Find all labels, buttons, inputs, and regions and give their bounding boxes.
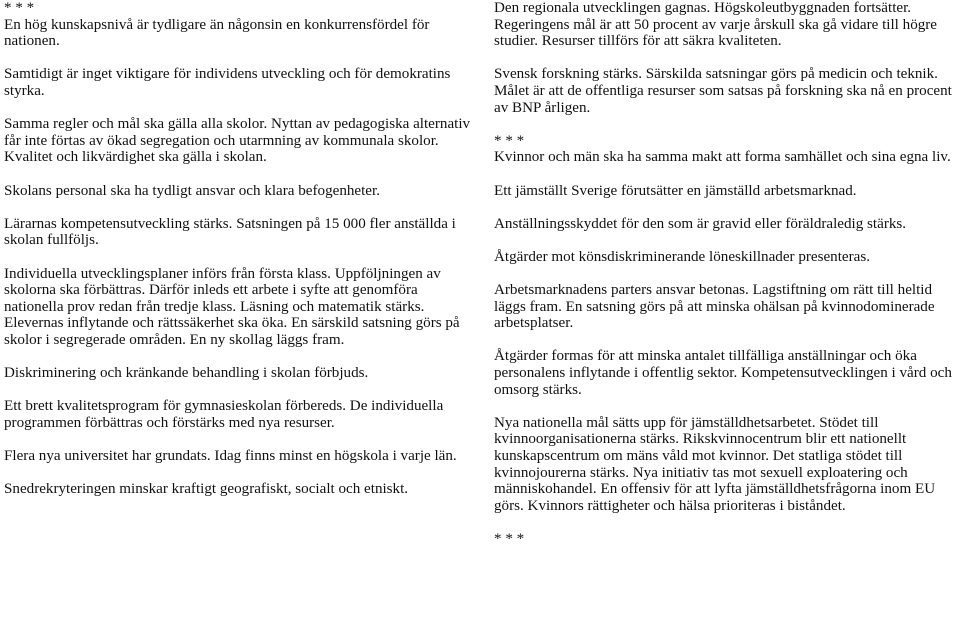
paragraph: * * * Kvinnor och män ska ha samma makt att forma samhället och sina egna liv. [494, 132, 951, 166]
paragraph: Samtidigt är inget viktigare för individens utveckling och för demokratins styrka. [4, 66, 451, 99]
paragraph: Svensk forskning stärks. Särskilda satsningar görs på medicin och teknik. Målet är att de offentliga resurser som satsas på forskning ska nå en procent av BNP årligen. [494, 66, 952, 116]
paragraph: Den regionala utvecklingen gagnas. Högskoleutbyggnaden fortsätter. Regeringens mål är att 50 procent av varje årskull ska gå vidare till högre studier. Resurser tillförs för att säkra kvaliteten. [494, 0, 938, 50]
right-column [494, 0, 956, 548]
paragraph: Flera nya universitet har grundats. Idag finns minst en högskola i varje län. [4, 448, 457, 465]
paragraph: Åtgärder formas för att minska antalet tillfälliga anställningar och öka personalens inflytande i offentlig sektor. Kompetensutvecklingen i vård och omsorg stärks. [494, 348, 952, 398]
paragraph: Anställningsskyddet för den som är gravid eller föräldraledig stärks. [494, 215, 907, 232]
paragraph: Individuella utvecklingsplaner införs från första klass. Uppföljningen av skolorna ska förbättras. Därför inleds ett arbete i syfte att genomföra nationella prov redan från tredje klass. Läsning och matematik stärks. Elevernas inflytande och rättssäkerhet ska öka. En särskild satsning görs på skolor i segregerade områden. En ny skollag läggs fram. [4, 265, 460, 348]
paragraph: Nya nationella mål sätts upp för jämställdhetsarbetet. Stödet till kvinnoorganisationerna stärks. Rikskvinnocentrum blir ett nationellt kunskapscentrum om mäns våld mot kvinnor. Det statliga stödet till kvinnojourerna stärks. Nya initiativ tas mot sexuell exploatering och människohandel. En offensiv för att lyfta jämställdhetsfrågorna inom EU görs. Kvinnors rättigheter och hälsa prioriteras i biståndet. [494, 414, 936, 514]
paragraph: * * * En hög kunskapsnivå är tydligare än någonsin en konkurrensfördel för nationen. [4, 0, 430, 50]
paragraph: Ett jämställt Sverige förutsätter en jämställd arbetsmarknad. [494, 182, 857, 199]
paragraph: Snedrekryteringen minskar kraftigt geografiskt, socialt och etniskt. [4, 481, 409, 498]
paragraph: Samma regler och mål ska gälla alla skolor. Nyttan av pedagogiska alternativ får inte förtas av ökad segregation och utarmning av kommunala skolor. Kvalitet och likvärdighet ska gälla i skolan. [4, 116, 471, 166]
paragraph: Ett brett kvalitetsprogram för gymnasieskolan förbereds. De individuella programmen förbättras och förstärks med nya resurser. [4, 398, 444, 431]
paragraph: Arbetsmarknadens parters ansvar betonas. Lagstiftning om rätt till heltid läggs fram. En satsning görs på att minska ohälsan på kvinnodominerade arbetsplatser. [494, 282, 935, 332]
paragraph: * * * [494, 531, 525, 547]
left-column [4, 0, 474, 498]
paragraph: Diskriminering och kränkande behandling i skolan förbjuds. [4, 365, 369, 382]
paragraph: Åtgärder mot könsdiskriminerande löneskillnader presenteras. [494, 248, 870, 265]
paragraph: Lärarnas kompetensutveckling stärks. Satsningen på 15 000 fler anställda i skolan fullföljs. [4, 215, 456, 249]
paragraph: Skolans personal ska ha tydligt ansvar och klara befogenheter. [4, 182, 380, 199]
